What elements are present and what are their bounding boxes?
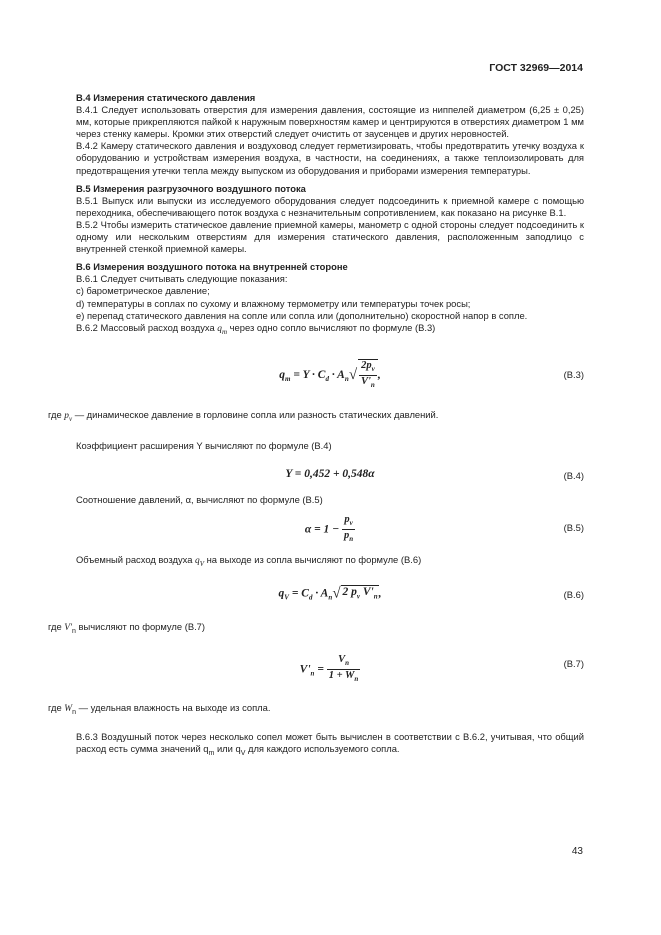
list-item: d) температуры в соплах по сухому и влажному термометру или температуры точек росы; bbox=[76, 297, 471, 309]
paragraph-b5-2: В.5.2 Чтобы измерить статическое давление приемной камеры, манометр с одной стороны следует подсоединить к одному или нескольким отверстиям для измерения статического давления, расположенным заподлицо с внутренней стенкой приемной камеры. bbox=[76, 218, 584, 255]
list-item: с) барометрическое давление; bbox=[76, 285, 210, 297]
coef-y-text: Коэффициент расширения Y вычисляют по формуле (В.4) bbox=[76, 439, 332, 451]
formula-b7: $V'_n$ = $\frac{V_n}{1 + W_n}$ (В.7) bbox=[299, 653, 584, 684]
paragraph-b6-2: В.6.2 Массовый расход воздуха $q_m$ через одно сопло вычисляют по формуле (В.3) bbox=[76, 321, 436, 336]
formula-b3: $q_m = Y \cdot C_d \cdot A_n√$ $\frac{2p_v}{V'_n}$ , (В.3) bbox=[76, 357, 584, 397]
formula-b5: α = 1 − $\frac{p_v}{p_n}$ (В.5) bbox=[304, 513, 584, 544]
document-header: ГОСТ 32969—2014 bbox=[489, 62, 583, 74]
paragraph-b6-1: В.6.1 Следует считывать следующие показания: bbox=[76, 273, 288, 285]
paragraph-b4-1: В.4.1 Следует использовать отверстия для измерения давления, состоящие из ниппелей диаметром (6,25 ± 0,25) мм, которые прикрепляются пайкой к наружным поверхностям камер и центрируются в отверстиях диаметром 1 мм через стенку камеры. Кромки этих отверстий следует очистить от заусенцев и других неровностей. bbox=[76, 104, 584, 140]
section-b6-title: В.6 Измерения воздушного потока на внутренней стороне bbox=[76, 261, 348, 273]
where-wn: где $W_n$ — удельная влажность на выходе из сопла. bbox=[48, 701, 271, 716]
formula-number: (В.5) bbox=[563, 521, 584, 533]
paragraph-b6-3: В.6.3 Воздушный поток через несколько сопел может быть вычислен в соответствии с В.6.2, учитывая, что общий расход есть сумма значений $q_m$ или $q_V$ для каждого используемого сопла. bbox=[76, 730, 584, 757]
formula-number: (В.6) bbox=[563, 588, 584, 600]
vol-text: Объемный расход воздуха $q_V$ на выходе из сопла вычисляют по формуле (В.6) bbox=[76, 553, 422, 568]
formula-b6: $q_V = C_d \cdot A_n√$ 2 $p_v$ $V'_n$, (В.6) bbox=[278, 585, 584, 602]
where-pv: где $p_v$ — динамическое давление в горловине сопла или разность статических давлений. bbox=[48, 408, 439, 423]
section-b5-title: В.5 Измерения разгрузочного воздушного потока bbox=[76, 182, 306, 194]
formula-number: (В.7) bbox=[563, 657, 584, 669]
document-body bbox=[48, 92, 584, 760]
formula-b4: Y = 0,452 + 0,548α (В.4) bbox=[285, 467, 584, 481]
paragraph-b5-1: В.5.1 Выпуск или выпуски из исследуемого оборудования следует подсоединить к приемной камере с помощью переходника, обеспечивающего поток воздуха с незначительным сопротивлением, как показано на рисунке В.1. bbox=[76, 194, 584, 218]
formula-number: (В.4) bbox=[563, 469, 584, 481]
section-b4-title: В.4 Измерения статического давления bbox=[76, 92, 256, 103]
page-number: 43 bbox=[571, 846, 583, 857]
formula-number: (В.3) bbox=[563, 368, 584, 380]
list-item: е) перепад статического давления на сопле или сопла или (дополнительно) скоростной напор в сопле. bbox=[76, 309, 528, 321]
where-vn: где $V'_n$ вычисляют по формуле (В.7) bbox=[48, 620, 206, 635]
paragraph-b4-2: В.4.2 Камеру статического давления и воздуховод следует герметизировать, чтобы предотвратить утечку воздуха к оборудованию и устройствам измерения воздуха, в частности, на соединениях, а также теплоизолировать для предотвращения утечки тепла между выпуском из оборудования и приборами измерения температуры. bbox=[76, 140, 584, 176]
ratio-text: Соотношение давлений, α, вычисляют по формуле (В.5) bbox=[76, 493, 323, 505]
